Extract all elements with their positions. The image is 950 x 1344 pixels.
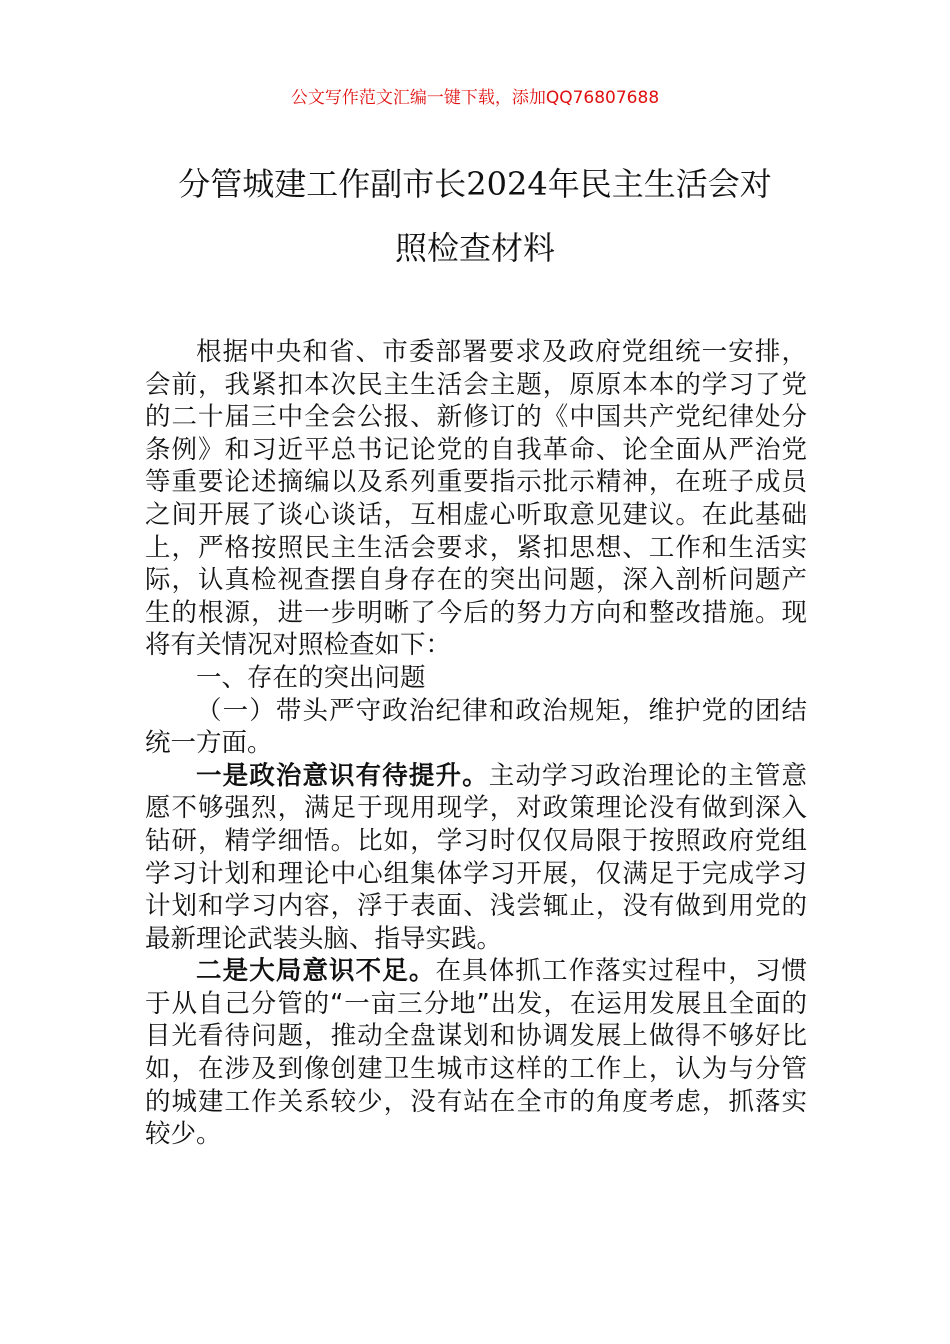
paragraph-text: 主动学习政治理论的主管意愿不够强烈，满足于现用现学，对政策理论没有做到深入钻研，精学细悟。比如，学习时仅仅局限于按照政府党组学习计划和理论中心组集体学习开展，仅满足于完成学习计划和学习内容，浮于表面、浅尝辄止，没有做到用党的最新理论武装头脑、指导实践。 — [145, 760, 807, 954]
paragraph-text: 根据中央和省、市委部署要求及政府党组统一安排，会前，我紧扣本次民主生活会主题，原原本本的学习了党的二十届三中全会公报、新修订的《中国共产党纪律处分条例》和习近平总书记论党的自我革命、论全面从严治党等重要论述摘编以及系列重要指示批示精神，在班子成员之间开展了谈心谈话，互相虚心听取意见建议。在此基础上，严格按照民主生活会要求，紧扣思想、工作和生活实际，认真检视查摆自身存在的突出问题，深入剖析问题产生的根源，进一步明晰了今后的努力方向和整改措施。现将有关情况对照检查如下： — [145, 337, 807, 661]
paragraph-intro — [145, 336, 807, 662]
paragraph-point-2 — [145, 955, 807, 1151]
paragraph-text: 一、存在的突出问题 — [196, 662, 426, 693]
title-line-1: 分管城建工作副市长2024年民主生活会对 — [178, 165, 772, 203]
paragraph-lead: 一是政治意识有待提升。 — [196, 760, 489, 791]
paragraph-text: 在具体抓工作落实过程中，习惯于从自己分管的“一亩三分地”出发，在运用发展且全面的目光看待问题，推动全盘谋划和协调发展上做得不够好比如，在涉及到像创建卫生城市这样的工作上，认为与分管的城建工作关系较少，没有站在全市的角度考虑，抓落实较少。 — [145, 956, 807, 1150]
subsection-heading — [145, 695, 807, 760]
header-note: 公文写作范文汇编一键下载，添加QQ76807688 — [290, 88, 660, 108]
title-line-2: 照检查材料 — [394, 229, 555, 267]
paragraph-lead: 二是大局意识不足。 — [196, 956, 436, 987]
document-title — [100, 152, 850, 280]
document-body — [145, 336, 807, 1151]
paragraph-point-1 — [145, 760, 807, 956]
section-heading — [145, 662, 807, 695]
paragraph-text: （一）带头严守政治纪律和政治规矩，维护党的团结统一方面。 — [145, 695, 807, 759]
